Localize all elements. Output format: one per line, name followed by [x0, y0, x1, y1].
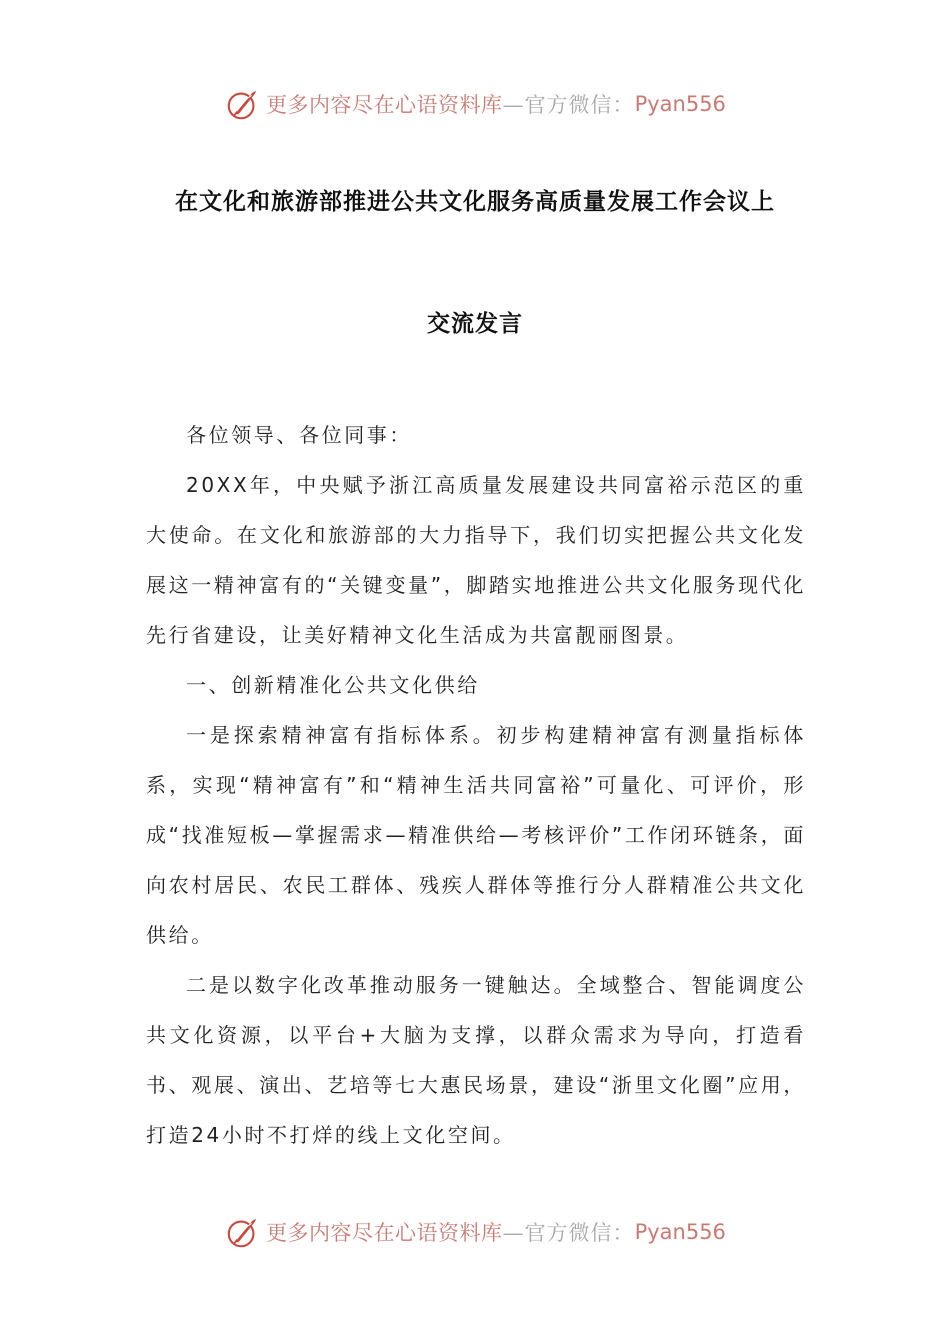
banner-wechat-id: Pyan556 [634, 1220, 726, 1244]
section-heading-1: 一、创新精准化公共文化供给 [186, 673, 480, 697]
footer-banner [0, 1212, 950, 1252]
quill-pen-logo-icon [224, 85, 262, 123]
banner-wechat-id: Pyan556 [634, 92, 726, 116]
banner-brand-text: 更多内容尽在心语资料库 [266, 93, 503, 117]
banner-official-text: —官方微信： [502, 1221, 635, 1245]
intro-paragraph: 20XX年，中央赋予浙江高质量发展建设共同富裕示范区的重大使命。在文化和旅游部的大力指导下，我们切实把握公共文化发展这一精神富有的“关键变量”，脚踏实地推进公共文化服务现代化先行省建设，让美好精神文化生活成为共富靓丽图景。 [146, 473, 806, 647]
header-banner [0, 84, 950, 124]
body-paragraph-2: 二是以数字化改革推动服务一键触达。全域整合、智能调度公共文化资源，以平台+大脑为支撑，以群众需求为导向，打造看书、观展、演出、艺培等七大惠民场景，建设“浙里文化圈”应用，打造24小时不打烊的线上文化空间。 [146, 973, 806, 1147]
banner-brand-text: 更多内容尽在心语资料库 [266, 1221, 503, 1245]
document-body [146, 410, 806, 1160]
quill-pen-logo-icon [224, 1213, 262, 1251]
body-paragraph-1: 一是探索精神富有指标体系。初步构建精神富有测量指标体系，实现“精神富有”和“精神生活共同富裕”可量化、可评价，形成“找准短板—掌握需求—精准供给—考核评价”工作闭环链条，面向农村居民、农民工群体、残疾人群体等推行分人群精准公共文化供给。 [146, 723, 806, 947]
salutation-paragraph: 各位领导、各位同事： [186, 423, 412, 447]
document-title-line-2: 交流发言 [427, 311, 523, 337]
banner-official-text: —官方微信： [502, 93, 635, 117]
document-title-line-1: 在文化和旅游部推进公共文化服务高质量发展工作会议上 [175, 189, 775, 215]
